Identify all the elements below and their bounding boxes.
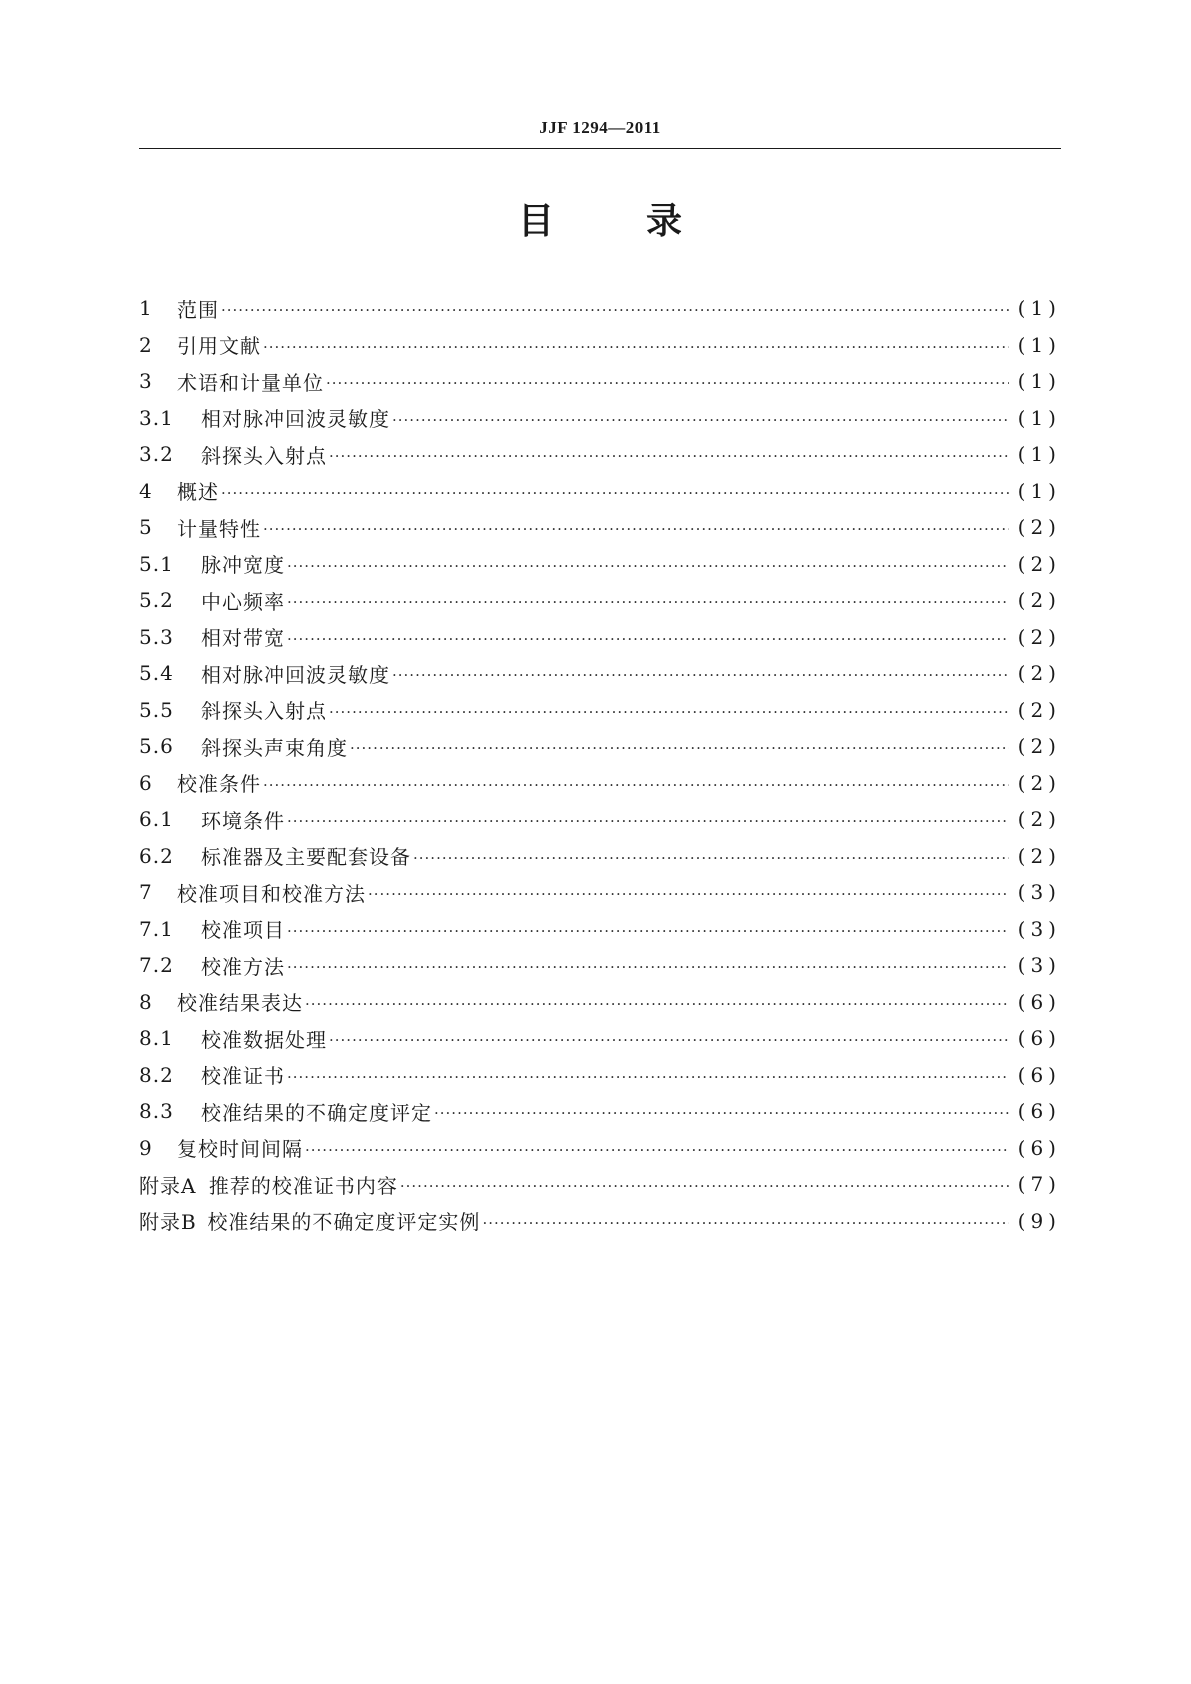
toc-entry-label: 中心频率: [201, 589, 285, 614]
toc-entry[interactable]: [139, 947, 1061, 984]
toc-entry[interactable]: [139, 363, 1061, 400]
toc-entry-label: 引用文献: [177, 334, 261, 359]
toc-entry[interactable]: [139, 801, 1061, 838]
toc-entry[interactable]: [139, 327, 1061, 364]
toc-entry-label: 校准数据处理: [201, 1027, 327, 1052]
toc-entry[interactable]: [139, 1057, 1061, 1094]
toc-entry-number: 7: [139, 880, 153, 905]
toc-leader-dots: [287, 557, 1009, 575]
title-char-1: 目: [517, 201, 554, 242]
toc-entry-label: 相对脉冲回波灵敏度: [201, 662, 390, 687]
toc-entry-number: 8.2: [139, 1062, 174, 1087]
toc-entry-number: 5.6: [139, 734, 174, 759]
toc-entry-label: 校准项目和校准方法: [177, 881, 366, 906]
toc-entry[interactable]: [139, 874, 1061, 911]
toc-entry-page: (1): [1017, 332, 1061, 357]
toc-entry-number: 6: [139, 770, 153, 795]
toc-entry-label: 术语和计量单位: [177, 370, 324, 395]
toc-leader-dots: [392, 411, 1009, 429]
toc-entry[interactable]: [139, 582, 1061, 619]
toc-leader-dots: [221, 484, 1009, 502]
toc-leader-dots: [287, 922, 1009, 940]
toc-entry-page: (6): [1017, 1026, 1061, 1051]
toc-entry-page: (2): [1017, 807, 1061, 832]
toc-entry-label: 环境条件: [201, 808, 285, 833]
toc-leader-dots: [287, 1068, 1009, 1086]
toc-entry-page: (3): [1017, 880, 1061, 905]
toc-leader-dots: [305, 995, 1009, 1013]
toc-entry-page: (1): [1017, 442, 1061, 467]
toc-entry-number: 7.1: [139, 916, 174, 941]
toc-entry[interactable]: [139, 436, 1061, 473]
toc-entry[interactable]: [139, 655, 1061, 692]
toc-entry-label: 斜探头入射点: [201, 443, 327, 468]
toc-entry-number: 6.2: [139, 843, 174, 868]
toc-entry-label: 校准结果的不确定度评定实例: [207, 1210, 481, 1235]
toc-entry-page: (6): [1017, 1135, 1061, 1160]
toc-leader-dots: [221, 301, 1009, 319]
toc-entry-page: (6): [1017, 1099, 1061, 1124]
toc-entry-number: 8.1: [139, 1026, 174, 1051]
toc-leader-dots: [263, 338, 1009, 356]
toc-leader-dots: [482, 1214, 1009, 1232]
header-rule: [139, 148, 1061, 149]
toc-entry[interactable]: [139, 765, 1061, 802]
toc-entry-number: 7.2: [139, 953, 174, 978]
toc-entry-number: 6.1: [139, 807, 174, 832]
toc-entry-number: 附录B: [139, 1210, 197, 1235]
toc-leader-dots: [263, 520, 1009, 538]
toc-leader-dots: [329, 703, 1009, 721]
page-title: [139, 200, 1061, 244]
toc-entry[interactable]: [139, 692, 1061, 729]
toc-entry[interactable]: [139, 838, 1061, 875]
toc-entry-page: (2): [1017, 734, 1061, 759]
toc-entry-page: (2): [1017, 515, 1061, 540]
toc-entry-label: 斜探头入射点: [201, 699, 327, 724]
table-of-contents: [139, 290, 1061, 1239]
toc-entry[interactable]: [139, 509, 1061, 546]
toc-leader-dots: [434, 1104, 1009, 1122]
toc-entry-number: 9: [139, 1135, 153, 1160]
toc-leader-dots: [400, 1177, 1009, 1195]
toc-entry-label: 相对带宽: [201, 626, 285, 651]
toc-leader-dots: [392, 666, 1009, 684]
toc-entry-label: 校准项目: [201, 918, 285, 943]
toc-entry-number: 5: [139, 515, 153, 540]
toc-leader-dots: [287, 630, 1009, 648]
toc-leader-dots: [329, 1031, 1009, 1049]
toc-entry-page: (2): [1017, 661, 1061, 686]
toc-entry-page: (2): [1017, 551, 1061, 576]
toc-leader-dots: [287, 958, 1009, 976]
toc-leader-dots: [329, 447, 1009, 465]
toc-entry-label: 概述: [177, 480, 219, 505]
toc-entry-page: (2): [1017, 697, 1061, 722]
toc-entry[interactable]: [139, 473, 1061, 510]
toc-entry-number: 3.1: [139, 405, 174, 430]
document-code-header: JJF 1294—2011: [539, 118, 661, 137]
toc-entry[interactable]: [139, 400, 1061, 437]
toc-entry[interactable]: [139, 619, 1061, 656]
title-char-2: 录: [646, 201, 683, 242]
toc-entry-number: 2: [139, 332, 153, 357]
toc-leader-dots: [368, 885, 1009, 903]
toc-leader-dots: [287, 812, 1009, 830]
toc-entry-number: 8: [139, 989, 153, 1014]
toc-leader-dots: [326, 374, 1009, 392]
toc-entry-number: 5.4: [139, 661, 174, 686]
toc-entry-label: 计量特性: [177, 516, 261, 541]
toc-entry[interactable]: [139, 728, 1061, 765]
toc-entry-number: 5.2: [139, 588, 174, 613]
toc-entry-number: 3: [139, 369, 153, 394]
toc-entry-number: 5.5: [139, 697, 174, 722]
toc-entry-number: 4: [139, 478, 153, 503]
toc-entry-page: (6): [1017, 1062, 1061, 1087]
toc-entry[interactable]: [139, 911, 1061, 948]
toc-leader-dots: [413, 849, 1009, 867]
toc-entry-number: 1: [139, 296, 153, 321]
toc-entry-page: (3): [1017, 916, 1061, 941]
toc-entry-label: 校准证书: [201, 1064, 285, 1089]
toc-entry-label: 相对脉冲回波灵敏度: [201, 407, 390, 432]
toc-entry-label: 校准方法: [201, 954, 285, 979]
toc-entry-label: 复校时间间隔: [177, 1137, 303, 1162]
toc-leader-dots: [263, 776, 1009, 794]
toc-entry-number: 附录A: [139, 1173, 197, 1198]
toc-entry-label: 推荐的校准证书内容: [208, 1173, 398, 1198]
toc-entry-label: 校准结果的不确定度评定: [201, 1100, 432, 1125]
toc-entry-page: (9): [1017, 1208, 1061, 1233]
toc-entry-appendix-a[interactable]: [139, 1166, 1061, 1203]
toc-entry-number: 5.1: [139, 551, 174, 576]
toc-entry-page: (3): [1017, 953, 1061, 978]
toc-entry-page: (1): [1017, 296, 1061, 321]
toc-entry[interactable]: [139, 1130, 1061, 1167]
toc-entry-page: (6): [1017, 989, 1061, 1014]
toc-entry-page: (2): [1017, 624, 1061, 649]
toc-entry-label: 标准器及主要配套设备: [201, 845, 411, 870]
toc-entry-label: 范围: [177, 297, 219, 322]
toc-leader-dots: [287, 593, 1009, 611]
toc-entry-page: (1): [1017, 478, 1061, 503]
toc-entry-appendix-b[interactable]: [139, 1203, 1061, 1240]
toc-leader-dots: [305, 1141, 1009, 1159]
toc-entry-page: (1): [1017, 405, 1061, 430]
toc-entry-page: (1): [1017, 369, 1061, 394]
toc-entry-label: 校准结果表达: [177, 991, 303, 1016]
toc-entry[interactable]: [139, 290, 1061, 327]
toc-leader-dots: [350, 739, 1009, 757]
toc-entry-number: 5.3: [139, 624, 174, 649]
toc-entry[interactable]: [139, 1093, 1061, 1130]
toc-entry-label: 斜探头声束角度: [201, 735, 348, 760]
toc-entry-page: (2): [1017, 588, 1061, 613]
toc-entry-page: (2): [1017, 843, 1061, 868]
toc-entry-page: (2): [1017, 770, 1061, 795]
toc-entry-page: (7): [1017, 1172, 1061, 1197]
toc-entry[interactable]: [139, 984, 1061, 1021]
toc-entry-label: 脉冲宽度: [201, 553, 285, 578]
toc-entry-number: 3.2: [139, 442, 174, 467]
toc-entry-label: 校准条件: [177, 772, 261, 797]
toc-entry[interactable]: [139, 1020, 1061, 1057]
toc-entry-number: 8.3: [139, 1099, 174, 1124]
toc-entry[interactable]: [139, 546, 1061, 583]
